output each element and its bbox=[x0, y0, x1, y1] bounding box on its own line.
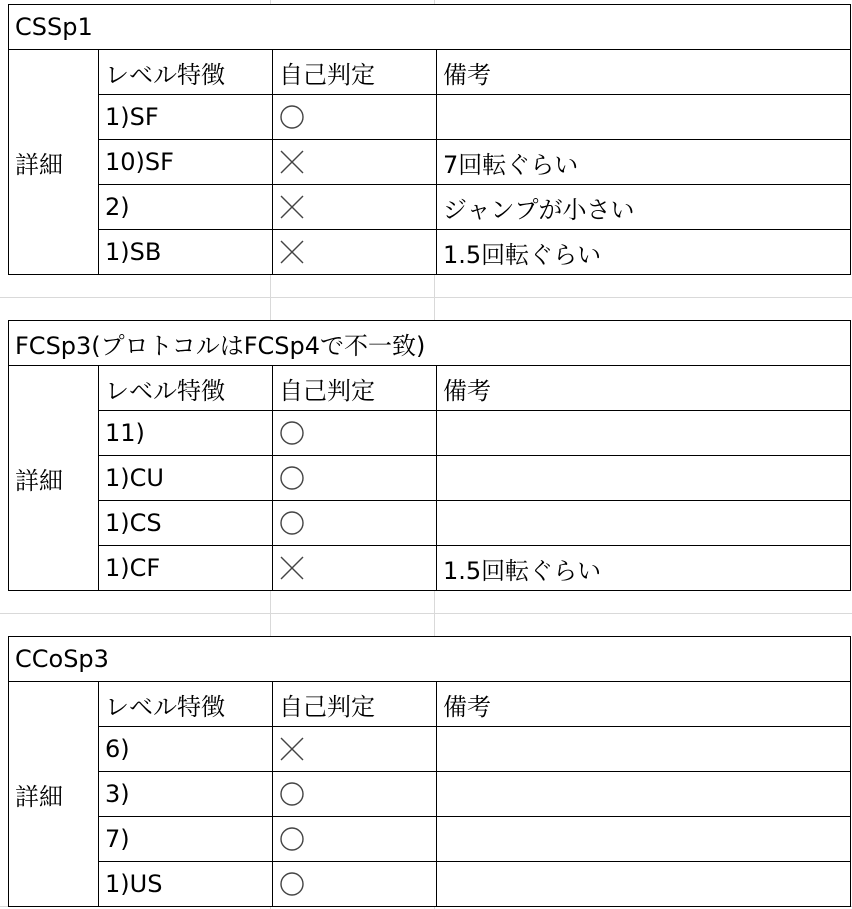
header-note[interactable]: 備考 bbox=[437, 50, 851, 95]
table-row bbox=[9, 727, 851, 772]
cross-mark-icon bbox=[279, 149, 305, 175]
header-note[interactable]: 備考 bbox=[437, 682, 851, 727]
note-cell[interactable] bbox=[437, 501, 851, 546]
judge-cell[interactable] bbox=[273, 772, 437, 817]
row-label-detail[interactable]: 詳細 bbox=[9, 50, 99, 275]
judge-cell[interactable] bbox=[273, 230, 437, 275]
table-row bbox=[9, 140, 851, 185]
note-cell[interactable]: 1.5回転ぐらい bbox=[437, 230, 851, 275]
table-title[interactable]: CCoSp3 bbox=[9, 637, 851, 682]
cross-mark-icon bbox=[279, 555, 305, 581]
level-cell[interactable]: 1)CS bbox=[99, 501, 273, 546]
note-cell[interactable] bbox=[437, 411, 851, 456]
level-cell[interactable]: 7) bbox=[99, 817, 273, 862]
judge-cell[interactable] bbox=[273, 501, 437, 546]
spin-table-3 bbox=[8, 636, 851, 907]
note-cell[interactable] bbox=[437, 772, 851, 817]
spin-table-1 bbox=[8, 4, 851, 275]
circle-mark-icon bbox=[279, 104, 305, 130]
table-row bbox=[9, 817, 851, 862]
level-cell[interactable]: 11) bbox=[99, 411, 273, 456]
judge-cell[interactable] bbox=[273, 140, 437, 185]
row-label-detail[interactable]: 詳細 bbox=[9, 682, 99, 907]
note-cell[interactable] bbox=[437, 95, 851, 140]
header-judge[interactable]: 自己判定 bbox=[273, 366, 437, 411]
note-cell[interactable]: ジャンプが小さい bbox=[437, 185, 851, 230]
level-cell[interactable]: 3) bbox=[99, 772, 273, 817]
cross-mark-icon bbox=[279, 194, 305, 220]
judge-cell[interactable] bbox=[273, 817, 437, 862]
note-cell[interactable]: 7回転ぐらい bbox=[437, 140, 851, 185]
table-row bbox=[9, 230, 851, 275]
table-row bbox=[9, 95, 851, 140]
cross-mark-icon bbox=[279, 736, 305, 762]
table-row bbox=[9, 862, 851, 907]
table-title[interactable]: FCSp3(プロトコルはFCSp4で不一致) bbox=[9, 321, 851, 366]
note-cell[interactable]: 1.5回転ぐらい bbox=[437, 546, 851, 591]
circle-mark-icon bbox=[279, 826, 305, 852]
level-cell[interactable]: 1)CU bbox=[99, 456, 273, 501]
spin-table-2 bbox=[8, 320, 851, 591]
note-cell[interactable] bbox=[437, 817, 851, 862]
table-row bbox=[9, 546, 851, 591]
level-cell[interactable]: 1)SB bbox=[99, 230, 273, 275]
header-level[interactable]: レベル特徴 bbox=[99, 50, 273, 95]
circle-mark-icon bbox=[279, 465, 305, 491]
level-cell[interactable]: 1)CF bbox=[99, 546, 273, 591]
note-cell[interactable] bbox=[437, 862, 851, 907]
judge-cell[interactable] bbox=[273, 862, 437, 907]
level-cell[interactable]: 10)SF bbox=[99, 140, 273, 185]
table-row bbox=[9, 411, 851, 456]
table-title[interactable]: CSSp1 bbox=[9, 5, 851, 50]
level-cell[interactable]: 6) bbox=[99, 727, 273, 772]
header-judge[interactable]: 自己判定 bbox=[273, 682, 437, 727]
header-judge[interactable]: 自己判定 bbox=[273, 50, 437, 95]
circle-mark-icon bbox=[279, 871, 305, 897]
cross-mark-icon bbox=[279, 239, 305, 265]
header-level[interactable]: レベル特徴 bbox=[99, 682, 273, 727]
judge-cell[interactable] bbox=[273, 185, 437, 230]
note-cell[interactable] bbox=[437, 456, 851, 501]
level-cell[interactable]: 2) bbox=[99, 185, 273, 230]
circle-mark-icon bbox=[279, 781, 305, 807]
header-level[interactable]: レベル特徴 bbox=[99, 366, 273, 411]
row-label-detail[interactable]: 詳細 bbox=[9, 366, 99, 591]
level-cell[interactable]: 1)US bbox=[99, 862, 273, 907]
circle-mark-icon bbox=[279, 420, 305, 446]
table-row bbox=[9, 185, 851, 230]
judge-cell[interactable] bbox=[273, 95, 437, 140]
table-row bbox=[9, 501, 851, 546]
judge-cell[interactable] bbox=[273, 411, 437, 456]
judge-cell[interactable] bbox=[273, 546, 437, 591]
judge-cell[interactable] bbox=[273, 456, 437, 501]
note-cell[interactable] bbox=[437, 727, 851, 772]
level-cell[interactable]: 1)SF bbox=[99, 95, 273, 140]
table-row bbox=[9, 456, 851, 501]
header-note[interactable]: 備考 bbox=[437, 366, 851, 411]
table-row bbox=[9, 772, 851, 817]
judge-cell[interactable] bbox=[273, 727, 437, 772]
circle-mark-icon bbox=[279, 510, 305, 536]
